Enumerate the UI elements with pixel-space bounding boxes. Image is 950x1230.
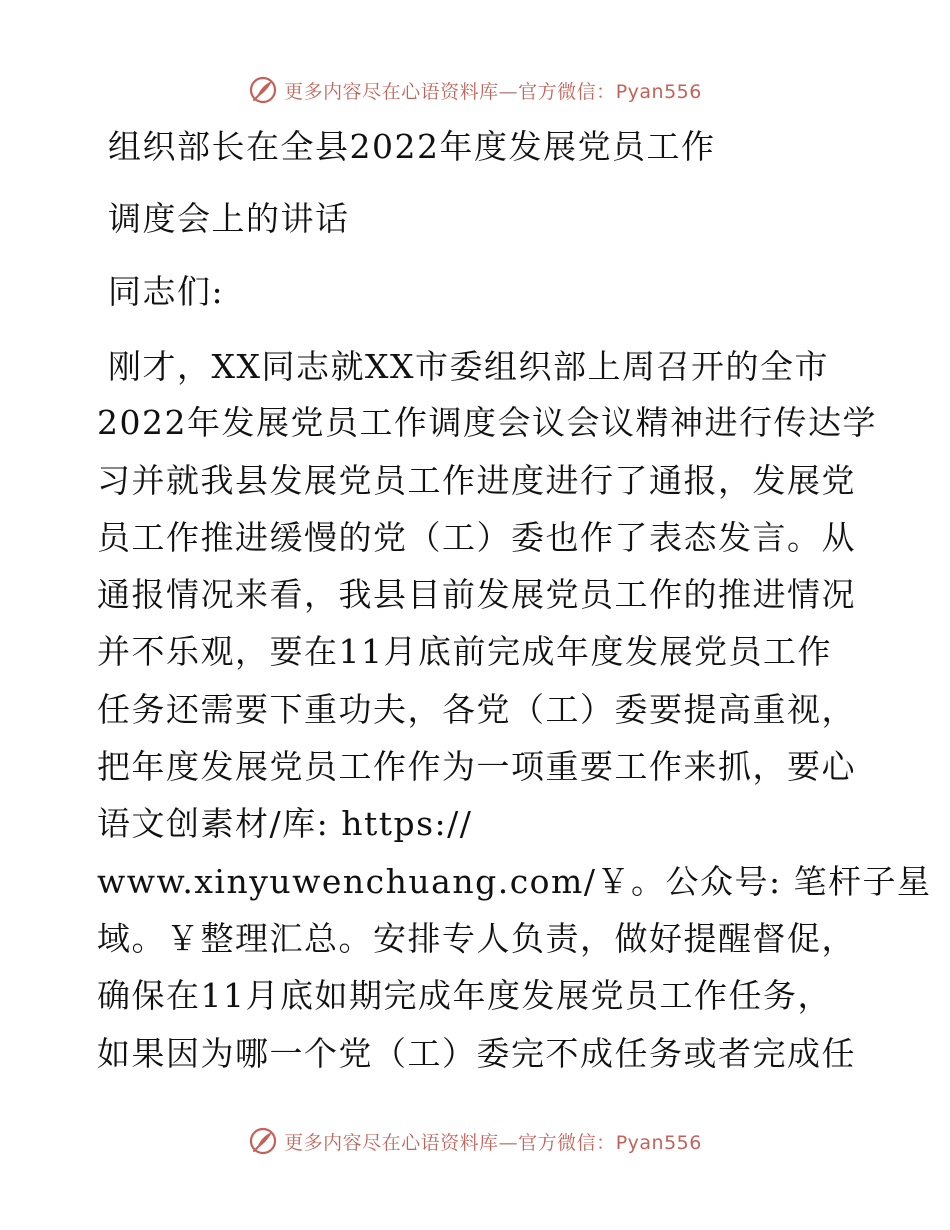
- body-line: 把年度发展党员工作作为一项重要工作来抓，要心: [97, 747, 856, 786]
- header-watermark-banner: [0, 70, 950, 110]
- body-line: 确保在11月底如期完成年度发展党员工作任务，: [97, 976, 832, 1015]
- watermark-account: Pyan556: [615, 1131, 702, 1154]
- body-line: 任务还需要下重功夫，各党（工）委要提高重视，: [97, 690, 856, 729]
- body-line: 域。￥整理汇总。安排专人负责，做好提醒督促，: [97, 919, 856, 958]
- body-line: 如果因为哪一个党（工）委完不成任务或者完成任: [97, 1034, 856, 1073]
- body-line: www.xinyuwenchuang.com/￥。公众号: 笔杆子星: [97, 862, 932, 901]
- feather-pen-logo-icon: [248, 1126, 278, 1156]
- watermark-dash: —: [498, 1131, 519, 1154]
- body-line: 通报情况来看，我县目前发展党员工作的推进情况: [97, 575, 856, 614]
- document-title-line-1: 组织部长在全县2022年度发展党员工作: [108, 127, 716, 166]
- footer-watermark-banner: [0, 1121, 950, 1161]
- feather-pen-logo-icon: [248, 75, 278, 105]
- body-line: 员工作推进缓慢的党（工）委也作了表态发言。从: [97, 518, 856, 557]
- body-line: 习并就我县发展党员工作进度进行了通报，发展党: [97, 461, 856, 500]
- watermark-official-label: 官方微信：: [518, 80, 616, 103]
- salutation: 同志们:: [108, 272, 225, 311]
- watermark-account: Pyan556: [615, 80, 702, 103]
- body-line: 语文创素材/库: https://: [97, 804, 473, 843]
- body-line: 并不乐观，要在11月底前完成年度发展党员工作: [97, 632, 832, 671]
- watermark-dash: —: [498, 80, 519, 103]
- document-title-line-2: 调度会上的讲话: [108, 199, 350, 238]
- watermark-text: [284, 1128, 702, 1155]
- body-line: 2022年发展党员工作调度会议会议精神进行传达学: [97, 403, 877, 442]
- watermark-official-label: 官方微信：: [518, 1131, 616, 1154]
- watermark-site-name: 更多内容尽在心语资料库: [284, 1131, 499, 1154]
- body-line: 刚才，XX同志就XX市委组织部上周召开的全市: [108, 347, 829, 386]
- watermark-site-name: 更多内容尽在心语资料库: [284, 80, 499, 103]
- watermark-text: [284, 77, 702, 104]
